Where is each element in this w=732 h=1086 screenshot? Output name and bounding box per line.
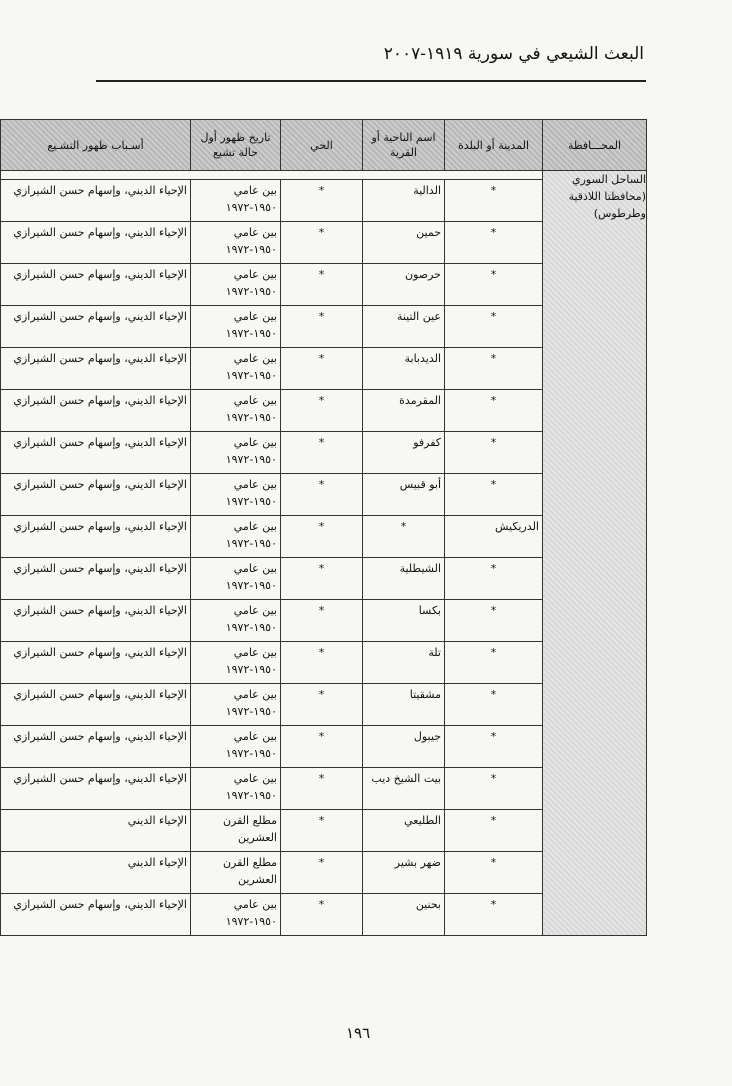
city-cell: *: [445, 264, 543, 306]
date-cell: [191, 852, 281, 894]
date-line-1: مطلع القرن: [222, 856, 277, 869]
date-cell: [191, 558, 281, 600]
date-line-1: بين عامي: [233, 898, 277, 911]
neighborhood-cell: *: [281, 390, 363, 432]
city-cell: الدريكيش: [445, 516, 543, 558]
city-cell: *: [445, 306, 543, 348]
col-header-governorate: المحـــافظة: [543, 120, 647, 171]
date-line-1: بين عامي: [233, 646, 277, 659]
reason-cell: الإحياء الديني، وإسهام حسن الشيرازي: [1, 180, 191, 222]
neighborhood-cell: *: [281, 852, 363, 894]
reason-cell: الإحياء الديني، وإسهام حسن الشيرازي: [1, 684, 191, 726]
date-line-1: مطلع القرن: [222, 814, 277, 827]
reason-cell: الإحياء الديني، وإسهام حسن الشيرازي: [1, 600, 191, 642]
reason-cell: الإحياء الديني، وإسهام حسن الشيرازي: [1, 894, 191, 936]
date-line-1: بين عامي: [233, 394, 277, 407]
col-header-date: تاريخ ظهور أول حالة تشيع: [191, 120, 281, 171]
date-line-2: ١٩٥٠-١٩٧٢: [225, 411, 277, 424]
city-cell: *: [445, 348, 543, 390]
reason-cell: الإحياء الديني، وإسهام حسن الشيرازي: [1, 222, 191, 264]
date-cell: [191, 348, 281, 390]
city-cell: *: [445, 684, 543, 726]
reason-cell: الإحياء الديني، وإسهام حسن الشيرازي: [1, 726, 191, 768]
date-cell: [191, 768, 281, 810]
village-cell: حرصون: [363, 264, 445, 306]
city-cell: *: [445, 894, 543, 936]
date-line-2: ١٩٥٠-١٩٧٢: [225, 621, 277, 634]
date-cell: [191, 222, 281, 264]
neighborhood-cell: *: [281, 306, 363, 348]
city-cell: *: [445, 642, 543, 684]
neighborhood-cell: *: [281, 684, 363, 726]
date-line-1: بين عامي: [233, 562, 277, 575]
village-cell: بحنين: [363, 894, 445, 936]
date-line-1: بين عامي: [233, 688, 277, 701]
reason-cell: الإحياء الديني، وإسهام حسن الشيرازي: [1, 306, 191, 348]
neighborhood-cell: *: [281, 348, 363, 390]
neighborhood-cell: *: [281, 894, 363, 936]
running-title: البعث الشيعي في سورية ١٩١٩-٢٠٠٧: [383, 44, 644, 64]
reason-cell: الإحياء الديني، وإسهام حسن الشيرازي: [1, 432, 191, 474]
city-cell: *: [445, 474, 543, 516]
neighborhood-cell: *: [281, 222, 363, 264]
village-cell: الشيطلية: [363, 558, 445, 600]
city-cell: *: [445, 852, 543, 894]
city-cell: *: [445, 768, 543, 810]
neighborhood-cell: *: [281, 558, 363, 600]
shia-locations-table: [0, 119, 647, 936]
spacer-row: [1, 171, 647, 180]
reason-cell: الإحياء الديني: [1, 810, 191, 852]
date-line-2: ١٩٥٠-١٩٧٢: [225, 579, 277, 592]
date-line-2: ١٩٥٠-١٩٧٢: [225, 243, 277, 256]
neighborhood-cell: *: [281, 432, 363, 474]
village-cell: عين التينة: [363, 306, 445, 348]
date-line-2: ١٩٥٠-١٩٧٢: [225, 747, 277, 760]
reason-cell: الإحياء الديني: [1, 852, 191, 894]
reason-cell: الإحياء الديني، وإسهام حسن الشيرازي: [1, 558, 191, 600]
date-cell: [191, 432, 281, 474]
date-line-2: العشرين: [237, 873, 277, 886]
date-cell: [191, 600, 281, 642]
date-line-2: ١٩٥٠-١٩٧٢: [225, 705, 277, 718]
date-cell: [191, 474, 281, 516]
city-cell: *: [445, 390, 543, 432]
village-cell: الديدبابة: [363, 348, 445, 390]
date-line-2: ١٩٥٠-١٩٧٢: [225, 495, 277, 508]
village-cell: بيت الشيخ ديب: [363, 768, 445, 810]
neighborhood-cell: *: [281, 516, 363, 558]
date-line-1: بين عامي: [233, 226, 277, 239]
neighborhood-cell: *: [281, 474, 363, 516]
village-cell: مشقيتا: [363, 684, 445, 726]
village-cell: *: [363, 516, 445, 558]
date-cell: [191, 306, 281, 348]
neighborhood-cell: *: [281, 180, 363, 222]
date-line-1: بين عامي: [233, 478, 277, 491]
reason-cell: الإحياء الديني، وإسهام حسن الشيرازي: [1, 474, 191, 516]
col-header-city: المدينة أو البلدة: [445, 120, 543, 171]
date-line-2: ١٩٥٠-١٩٧٢: [225, 453, 277, 466]
neighborhood-cell: *: [281, 642, 363, 684]
village-cell: المقرمدة: [363, 390, 445, 432]
city-cell: *: [445, 432, 543, 474]
reason-cell: الإحياء الديني، وإسهام حسن الشيرازي: [1, 768, 191, 810]
village-cell: حمين: [363, 222, 445, 264]
table-header-row: [1, 120, 647, 171]
date-cell: [191, 642, 281, 684]
neighborhood-cell: *: [281, 600, 363, 642]
date-cell: [191, 516, 281, 558]
date-line-2: ١٩٥٠-١٩٧٢: [225, 915, 277, 928]
date-cell: [191, 810, 281, 852]
page-number: ١٩٦: [346, 1024, 371, 1042]
date-line-2: ١٩٥٠-١٩٧٢: [225, 201, 277, 214]
date-line-1: بين عامي: [233, 772, 277, 785]
village-cell: أبو قبيس: [363, 474, 445, 516]
date-line-1: بين عامي: [233, 730, 277, 743]
col-header-reasons: أسـباب ظهور التشـيع: [1, 120, 191, 171]
village-cell: بكسا: [363, 600, 445, 642]
neighborhood-cell: *: [281, 726, 363, 768]
date-line-1: بين عامي: [233, 604, 277, 617]
title-rule: [96, 80, 646, 82]
date-line-1: بين عامي: [233, 268, 277, 281]
date-line-2: ١٩٥٠-١٩٧٢: [225, 789, 277, 802]
date-line-1: بين عامي: [233, 520, 277, 533]
city-cell: *: [445, 726, 543, 768]
date-line-2: ١٩٥٠-١٩٧٢: [225, 285, 277, 298]
col-header-neighborhood: الحي: [281, 120, 363, 171]
date-line-1: بين عامي: [233, 310, 277, 323]
reason-cell: الإحياء الديني، وإسهام حسن الشيرازي: [1, 516, 191, 558]
village-cell: جيبول: [363, 726, 445, 768]
date-line-1: بين عامي: [233, 436, 277, 449]
reason-cell: الإحياء الديني، وإسهام حسن الشيرازي: [1, 390, 191, 432]
date-line-2: ١٩٥٠-١٩٧٢: [225, 327, 277, 340]
date-cell: [191, 894, 281, 936]
date-cell: [191, 264, 281, 306]
village-cell: كفرفو: [363, 432, 445, 474]
date-line-2: ١٩٥٠-١٩٧٢: [225, 537, 277, 550]
date-line-2: العشرين: [237, 831, 277, 844]
date-cell: [191, 390, 281, 432]
city-cell: *: [445, 180, 543, 222]
date-line-1: بين عامي: [233, 184, 277, 197]
city-cell: *: [445, 222, 543, 264]
date-cell: [191, 180, 281, 222]
date-line-2: ١٩٥٠-١٩٧٢: [225, 663, 277, 676]
village-cell: الدالية: [363, 180, 445, 222]
governorate-cell: الساحل السوري (محافظتا اللاذقية وطرطوس): [543, 171, 647, 936]
reason-cell: الإحياء الديني، وإسهام حسن الشيرازي: [1, 264, 191, 306]
village-cell: ضهر بشير: [363, 852, 445, 894]
neighborhood-cell: *: [281, 810, 363, 852]
village-cell: الطليعي: [363, 810, 445, 852]
city-cell: *: [445, 810, 543, 852]
date-line-2: ١٩٥٠-١٩٧٢: [225, 369, 277, 382]
neighborhood-cell: *: [281, 264, 363, 306]
reason-cell: الإحياء الديني، وإسهام حسن الشيرازي: [1, 348, 191, 390]
reason-cell: الإحياء الديني، وإسهام حسن الشيرازي: [1, 642, 191, 684]
city-cell: *: [445, 558, 543, 600]
village-cell: تلة: [363, 642, 445, 684]
date-cell: [191, 726, 281, 768]
col-header-district: اسم الناحية أو القرية: [363, 120, 445, 171]
date-cell: [191, 684, 281, 726]
city-cell: *: [445, 600, 543, 642]
neighborhood-cell: *: [281, 768, 363, 810]
date-line-1: بين عامي: [233, 352, 277, 365]
